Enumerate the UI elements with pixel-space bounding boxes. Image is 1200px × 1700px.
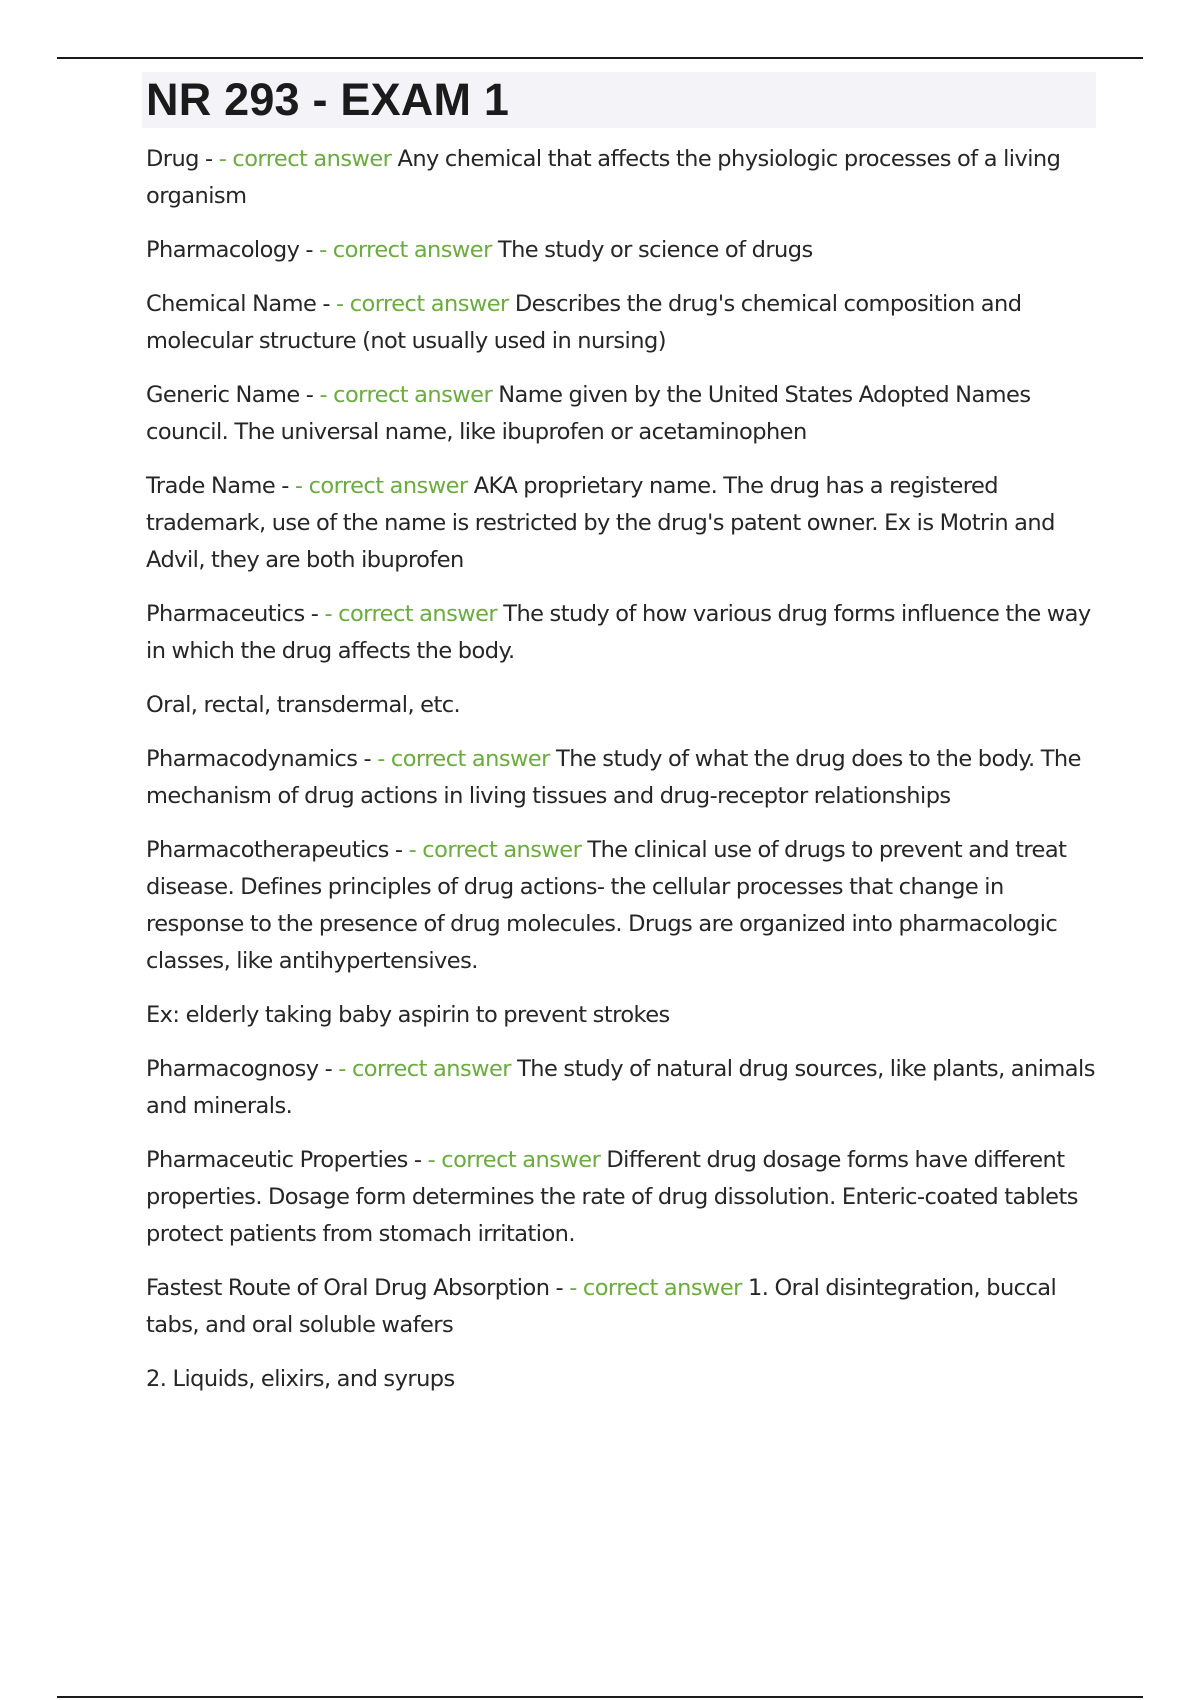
- bottom-rule: [57, 1696, 1143, 1698]
- flashcard-entry: [146, 596, 1096, 670]
- flashcard-entry: [146, 741, 1096, 815]
- flashcard-list: [146, 141, 1096, 1398]
- page-title: NR 293 - EXAM 1: [146, 74, 510, 125]
- entry-term: Pharmaceutics -: [146, 601, 325, 627]
- entry-term: Trade Name -: [146, 473, 295, 499]
- flashcard-entry: [146, 832, 1096, 980]
- entry-answer: The study of how various drug forms influence the way in which the drug affects the body.: [146, 601, 1091, 664]
- correct-answer-marker: - correct answer: [294, 473, 468, 499]
- document-body: [146, 72, 1096, 1415]
- entry-answer: Name given by the United States Adopted Names council. The universal name, like ibuprofen or acetaminophen: [146, 382, 1031, 445]
- flashcard-entry: [146, 286, 1096, 360]
- top-rule: [57, 57, 1143, 59]
- correct-answer-marker: - correct answer: [319, 237, 492, 263]
- flashcard-entry: [146, 232, 1096, 269]
- entry-answer: 1. Oral disintegration, buccal tabs, and oral soluble wafers: [146, 1275, 1057, 1338]
- entry-term: Pharmacodynamics -: [146, 746, 378, 772]
- entry-answer: The clinical use of drugs to prevent and treat disease. Defines principles of drug actions- the cellular processes that change in response to the presence of drug molecules. Drugs are organized into pharmacologic classes, like antihypertensives.: [146, 837, 1067, 974]
- correct-answer-marker: - correct answer: [569, 1275, 742, 1301]
- entry-term: Pharmaceutic Properties -: [146, 1147, 428, 1173]
- title-bar: [142, 72, 1096, 128]
- correct-answer-marker: - correct answer: [408, 837, 582, 863]
- correct-answer-marker: - correct answer: [377, 746, 550, 772]
- correct-answer-marker: - correct answer: [218, 146, 392, 172]
- correct-answer-marker: - correct answer: [427, 1147, 601, 1173]
- entry-term: Pharmacotherapeutics -: [146, 837, 409, 863]
- flashcard-entry: [146, 141, 1096, 215]
- flashcard-entry: [146, 1051, 1096, 1125]
- entry-term: Drug -: [146, 146, 219, 172]
- entry-term: Chemical Name -: [146, 291, 337, 317]
- correct-answer-marker: - correct answer: [319, 382, 493, 408]
- entry-answer: The study or science of drugs: [497, 237, 813, 263]
- correct-answer-marker: - correct answer: [324, 601, 498, 627]
- flashcard-entry: [146, 377, 1096, 451]
- entry-term: Fastest Route of Oral Drug Absorption -: [146, 1275, 570, 1301]
- entry-answer: The study of what the drug does to the body. The mechanism of drug actions in living tissues and drug-receptor relationships: [146, 746, 1081, 809]
- flashcard-entry: [146, 468, 1096, 579]
- entry-answer: AKA proprietary name. The drug has a registered trademark, use of the name is restricted by the drug's patent owner. Ex is Motrin and Advil, they are both ibuprofen: [146, 473, 1055, 573]
- note-paragraph: Ex: elderly taking baby aspirin to prevent strokes: [146, 1002, 670, 1028]
- correct-answer-marker: - correct answer: [338, 1056, 511, 1082]
- entry-term: Generic Name -: [146, 382, 320, 408]
- entry-answer: The study of natural drug sources, like plants, animals and minerals.: [146, 1056, 1095, 1119]
- flashcard-entry: [146, 1270, 1096, 1344]
- note-paragraph: Oral, rectal, transdermal, etc.: [146, 692, 461, 718]
- entry-term: Pharmacology -: [146, 237, 320, 263]
- entry-term: Pharmacognosy -: [146, 1056, 339, 1082]
- entry-answer: Describes the drug's chemical composition and molecular structure (not usually used in nursing): [146, 291, 1022, 354]
- flashcard-entry: [146, 1142, 1096, 1253]
- entry-answer: Different drug dosage forms have different properties. Dosage form determines the rate of drug dissolution. Enteric-coated tablets protect patients from stomach irritation.: [146, 1147, 1078, 1247]
- correct-answer-marker: - correct answer: [336, 291, 509, 317]
- note-paragraph: 2. Liquids, elixirs, and syrups: [146, 1366, 455, 1392]
- entry-answer: Any chemical that affects the physiologic processes of a living organism: [146, 146, 1061, 209]
